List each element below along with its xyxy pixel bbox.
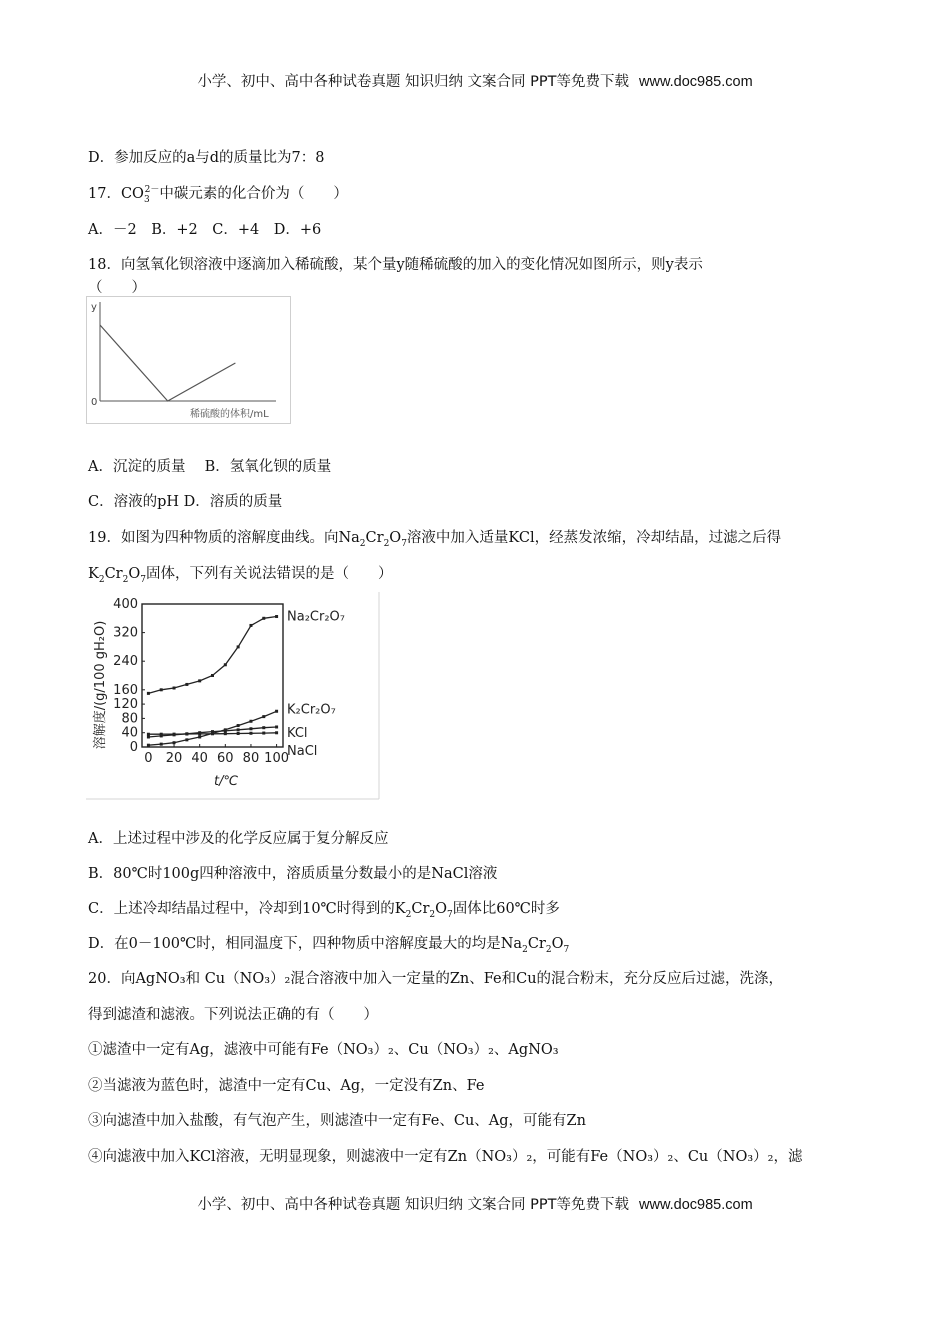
data-point bbox=[262, 726, 265, 729]
data-point bbox=[147, 692, 150, 695]
series-line-0 bbox=[148, 617, 276, 694]
x-tick-label: 20 bbox=[165, 751, 183, 766]
data-point bbox=[198, 679, 201, 682]
data-point bbox=[262, 715, 265, 718]
data-point bbox=[237, 732, 240, 735]
q20-statement-2: ②当滤液为蓝色时，滤渣中一定有Cu、Ag，一定没有Zn、Fe bbox=[88, 1078, 485, 1094]
page-footer bbox=[0, 1193, 950, 1214]
data-point bbox=[185, 733, 188, 736]
q18-options-cd: C．溶液的pH D．溶质的质量 bbox=[88, 494, 283, 510]
data-point bbox=[237, 728, 240, 731]
y-tick-label: 240 bbox=[113, 654, 138, 670]
data-point bbox=[275, 615, 278, 618]
data-point bbox=[198, 735, 201, 738]
data-point bbox=[185, 738, 188, 741]
footer-url[interactable]: www.doc985.com bbox=[639, 1197, 753, 1213]
data-point bbox=[249, 624, 252, 627]
legend-label: NaCl bbox=[287, 743, 318, 759]
q20-statement-3: ③向滤渣中加入盐酸，有气泡产生，则滤渣中一定有Fe、Cu、Ag，可能有Zn bbox=[88, 1113, 586, 1129]
data-point bbox=[275, 731, 278, 734]
data-point bbox=[237, 645, 240, 648]
data-point bbox=[262, 732, 265, 735]
x-tick-label: 40 bbox=[191, 751, 208, 766]
data-point bbox=[275, 725, 278, 728]
data-point bbox=[160, 688, 163, 691]
q18-answer-paren: （ ） bbox=[88, 280, 146, 296]
data-point bbox=[160, 733, 163, 736]
solubility-chart bbox=[86, 592, 380, 800]
y-tick-label: 320 bbox=[113, 625, 138, 641]
x-tick-label: 60 bbox=[217, 751, 234, 766]
x-tick-label: 80 bbox=[242, 751, 260, 766]
data-point bbox=[160, 743, 163, 746]
q18-figure bbox=[86, 296, 291, 428]
x-tick-label: 100 bbox=[264, 751, 290, 766]
q17-options: A．－2 B．+2 C．+4 D．+6 bbox=[88, 222, 322, 238]
data-point bbox=[237, 724, 240, 727]
q20-stem-line2: 得到滤渣和滤液。下列说法正确的有（ ） bbox=[88, 1007, 378, 1023]
data-point bbox=[275, 710, 278, 713]
q20-stem-line1: 20．向AgNO₃和 Cu（NO₃）₂混合溶液中加入一定量的Zn、Fe和Cu的混合粉末，充分反应后过滤，洗涤， bbox=[88, 971, 784, 987]
page-header bbox=[0, 70, 950, 91]
y-axis-label: 溶解度/(g/100 gH₂O) bbox=[93, 620, 108, 750]
q20-statement-4: ④向滤液中加入KCl溶液，无明显现象，则滤液中一定有Zn（NO₃）₂，可能有Fe（NO₃）₂、Cu（NO₃）₂，滤 bbox=[88, 1149, 803, 1165]
data-point bbox=[147, 733, 150, 736]
data-point bbox=[147, 744, 150, 747]
q17-stem: 17．$CO_3^{2-}$中碳元素的化合价为（ ） bbox=[88, 185, 348, 205]
y-tick-label: 40 bbox=[121, 725, 138, 741]
data-point bbox=[198, 732, 201, 735]
data-point bbox=[249, 732, 252, 735]
q20-statement-1: ①滤渣中一定有Ag，滤液中可能有Fe（NO₃）₂、Cu（NO₃）₂、AgNO₃ bbox=[88, 1042, 559, 1058]
data-point bbox=[185, 683, 188, 686]
data-point bbox=[173, 733, 176, 736]
data-point bbox=[173, 687, 176, 690]
header-url[interactable]: www.doc985.com bbox=[639, 74, 753, 90]
legend-label: Na₂Cr₂O₇ bbox=[287, 609, 345, 625]
y-tick-label: 400 bbox=[113, 597, 138, 612]
y-axis-label: y bbox=[91, 302, 97, 313]
y-tick-label: 0 bbox=[129, 740, 138, 755]
legend-label: KCl bbox=[287, 725, 308, 741]
data-point bbox=[211, 732, 214, 735]
q19-stem-line1: 19．如图为四种物质的溶解度曲线。向$Na_2Cr_2O_7$溶液中加入适量KCl，经蒸发浓缩，冷却结晶，过滤之后得 bbox=[88, 530, 782, 549]
data-point bbox=[224, 663, 227, 666]
q18-chart bbox=[86, 296, 291, 424]
x-axis-label: 稀硫酸的体积/mL bbox=[190, 409, 269, 420]
header-text: 小学、初中、高中各种试卷真题 知识归纳 文案合同 PPT等免费下载 bbox=[197, 74, 630, 90]
q19-option-c: C．上述冷却结晶过程中，冷却到10℃时得到的$K_2Cr_2O_7$固体比60℃时多 bbox=[88, 901, 560, 920]
data-point bbox=[262, 617, 265, 620]
footer-text: 小学、初中、高中各种试卷真题 知识归纳 文案合同 PPT等免费下载 bbox=[197, 1197, 630, 1213]
y-tick-label: 120 bbox=[113, 697, 138, 713]
q16-option-d: D．参加反应的a与d的质量比为7：8 bbox=[88, 150, 325, 166]
origin-label: 0 bbox=[91, 397, 98, 408]
y-tick-label: 160 bbox=[113, 682, 138, 698]
q18-stem: 18．向氢氧化钡溶液中逐滴加入稀硫酸，某个量y随稀硫酸的加入的变化情况如图所示，则y表示 bbox=[88, 257, 703, 273]
data-point bbox=[224, 732, 227, 735]
q19-option-a: A．上述过程中涉及的化学反应属于复分解反应 bbox=[88, 831, 389, 847]
y-tick-label: 80 bbox=[121, 711, 138, 727]
data-point bbox=[249, 727, 252, 730]
legend-label: K₂Cr₂O₇ bbox=[287, 702, 336, 718]
q18-options-ab: A．沉淀的质量 B．氢氧化钡的质量 bbox=[88, 459, 332, 475]
q19-stem-line2: $K_2Cr_2O_7$固体，下列有关说法错误的是（ ） bbox=[88, 566, 393, 585]
q19-option-d: D．在0－100℃时，相同温度下，四种物质中溶解度最大的均是$Na_2Cr_2O_7$ bbox=[88, 936, 570, 955]
data-point bbox=[211, 674, 214, 677]
figure-border bbox=[87, 297, 291, 424]
series-line-y bbox=[100, 325, 235, 401]
data-point bbox=[249, 720, 252, 723]
data-point bbox=[224, 729, 227, 732]
x-tick-label: 0 bbox=[144, 751, 153, 766]
q19-option-b: B．80℃时100g四种溶液中，溶质质量分数最小的是NaCl溶液 bbox=[88, 866, 498, 882]
data-point bbox=[173, 741, 176, 744]
q19-figure bbox=[86, 592, 380, 804]
data-point bbox=[147, 735, 150, 738]
x-axis-label: t/℃ bbox=[214, 774, 239, 789]
